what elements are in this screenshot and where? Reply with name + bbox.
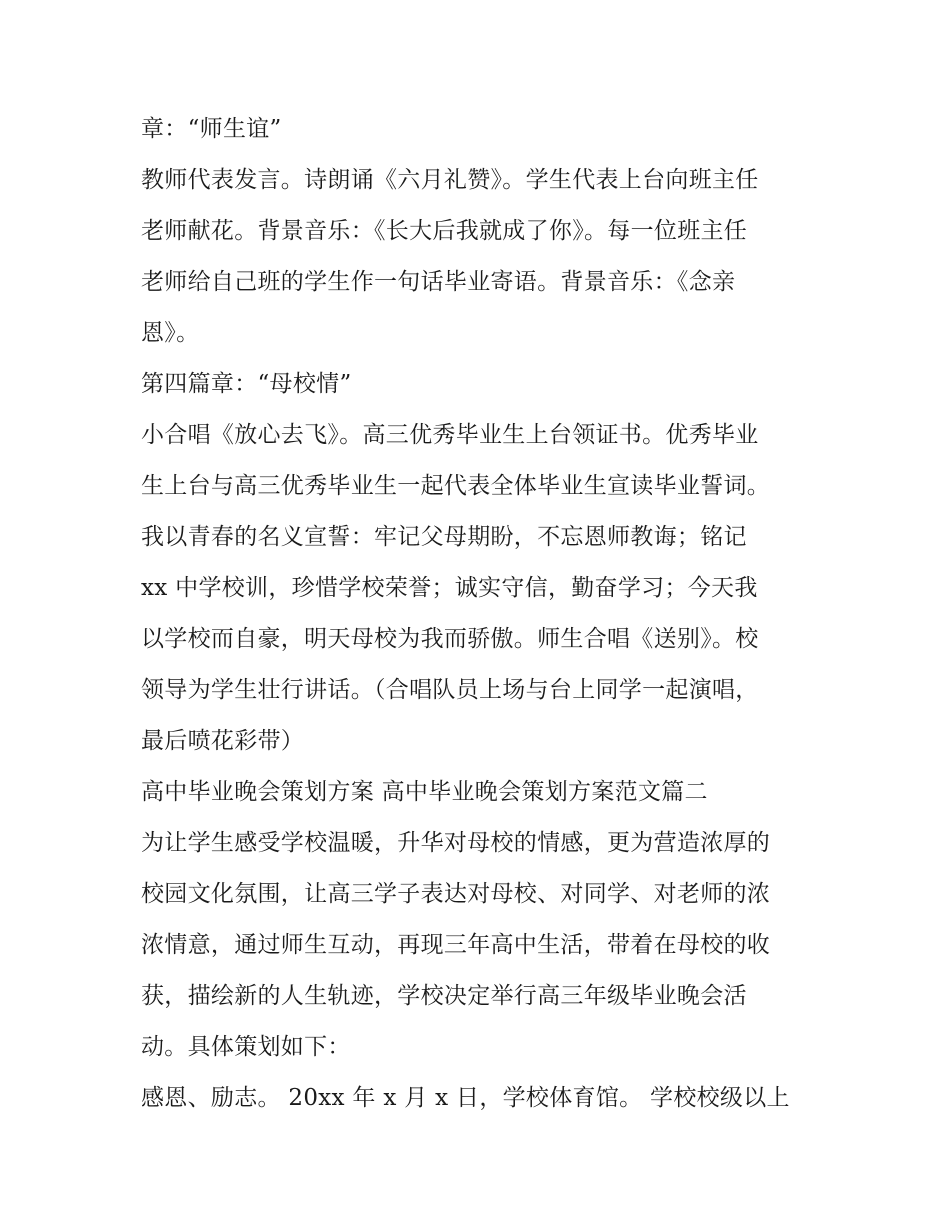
text-line: 以学校而自豪，明天母校为我而骄傲。师生合唱《送别》。校 bbox=[141, 626, 759, 652]
text-line: xx 中学校训，珍惜学校荣誉；诚实守信，勤奋学习；今天我 bbox=[141, 575, 758, 601]
section-heading: 第四篇章：“母校情” bbox=[141, 371, 352, 397]
text-line: 浓情意，通过师生互动，再现三年高中生活，带着在母校的收 bbox=[141, 932, 771, 958]
text-line: 最后喷花彩带） bbox=[141, 728, 305, 754]
text-line: 校园文化氛围，让高三学子表达对母校、对同学、对老师的浓 bbox=[141, 881, 771, 907]
document-page bbox=[141, 104, 821, 1124]
text-line: 我以青春的名义宣誓：牢记父母期盼，不忘恩师教诲；铭记 bbox=[141, 524, 747, 550]
text-line: 生上台与高三优秀毕业生一起代表全体毕业生宣读毕业誓词。 bbox=[141, 473, 771, 499]
text-line: 章：“师生谊” bbox=[141, 116, 282, 142]
text-line: 小合唱《放心去飞》。高三优秀毕业生上台领证书。优秀毕业 bbox=[141, 422, 759, 448]
text-line: 老师给自己班的学生作一句话毕业寄语。背景音乐：《念亲 bbox=[141, 269, 736, 295]
text-line: 教师代表发言。诗朗诵《六月礼赞》。学生代表上台向班主任 bbox=[141, 167, 759, 193]
text-line: 动。具体策划如下： bbox=[141, 1034, 351, 1060]
article-title: 高中毕业晚会策划方案 高中毕业晚会策划方案范文篇二 bbox=[141, 779, 708, 805]
text-line: 恩》。 bbox=[141, 320, 200, 346]
text-line: 为让学生感受学校温暖，升华对母校的情感，更为营造浓厚的 bbox=[141, 830, 771, 856]
text-line: 领导为学生壮行讲话。（合唱队员上场与台上同学一起演唱， bbox=[141, 677, 759, 703]
text-line: 获，描绘新的人生轨迹，学校决定举行高三年级毕业晚会活 bbox=[141, 983, 747, 1009]
text-line: 感恩、励志。 20xx 年 x 月 x 日，学校体育馆。 学校校级以上 bbox=[141, 1085, 790, 1111]
text-line: 老师献花。背景音乐：《长大后我就成了你》。每一位班主任 bbox=[141, 218, 748, 244]
